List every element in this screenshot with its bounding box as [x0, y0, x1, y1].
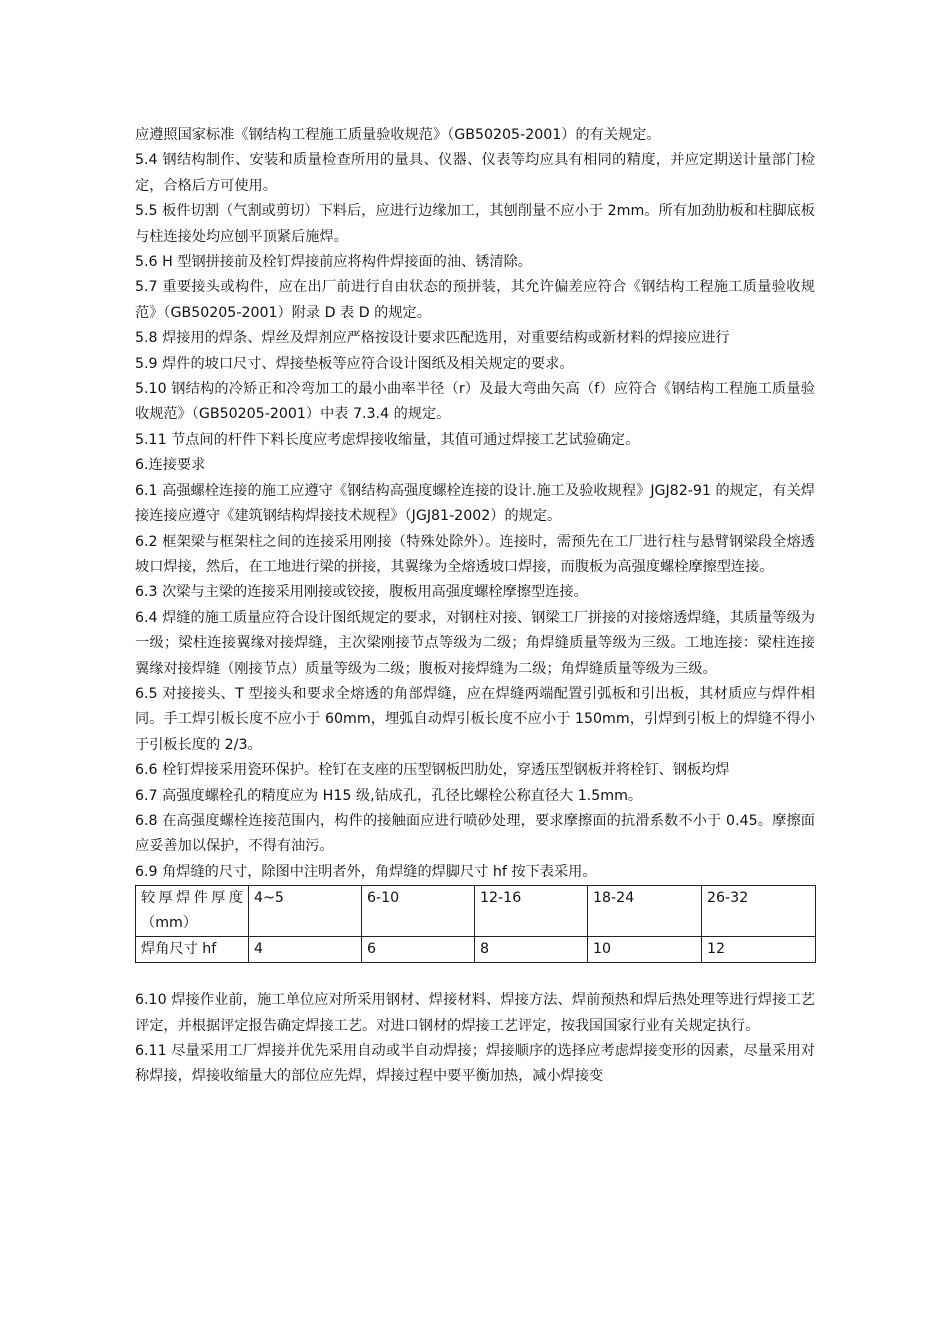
paragraphs-after-table — [135, 988, 815, 1090]
table-cell: 18-24 — [588, 886, 702, 937]
table-header-cell: 焊角尺寸 hf — [136, 937, 249, 963]
table-header-cell: 较厚焊件厚度（mm） — [136, 886, 249, 937]
table-cell: 6 — [362, 937, 475, 963]
table-cell: 8 — [475, 937, 588, 963]
paragraph: 6.6 栓钉焊接采用瓷环保护。栓钉在支座的压型钢板凹肋处，穿透压型钢板并将栓钉、钢板均焊 — [135, 762, 730, 779]
paragraph: 6.11 尽量采用工厂焊接并优先采用自动或半自动焊接；焊接顺序的选择应考虑焊接变形的因素，尽量采用对称焊接，焊接收缩量大的部位应先焊，焊接过程中要平衡加热，减小焊接变 — [135, 1043, 815, 1085]
blank-line — [135, 963, 815, 988]
paragraph: 6.10 焊接作业前，施工单位应对所采用钢材、焊接材料、焊接方法、焊前预热和焊后热处理等进行焊接工艺评定，并根据评定报告确定焊接工艺。对进口钢材的焊接工艺评定，按我国国家行业有关规定执行。 — [135, 992, 815, 1034]
table-cell: 4~5 — [249, 886, 362, 937]
table-row — [136, 886, 816, 937]
paragraph: 6.8 在高强度螺栓连接范围内，构件的接触面应进行喷砂处理，要求摩擦面的抗滑系数不小于 0.45。摩擦面应妥善加以保护，不得有油污。 — [135, 812, 815, 855]
paragraph: 应遵照国家标准《钢结构工程施工质量验收规范》（GB50205-2001）的有关规定。 — [135, 127, 661, 143]
paragraphs-before-table — [135, 123, 815, 885]
paragraph: 6.2 框架梁与框架柱之间的连接采用刚接（特殊处除外）。连接时，需预先在工厂进行柱与悬臂钢梁段全熔透坡口焊接，然后，在工地进行梁的拼接，其翼缘为全熔透坡口焊接，而腹板为高强度螺栓摩擦型连接。 — [135, 533, 815, 575]
paragraph: 5.5 板件切割（气割或剪切）下料后，应进行边缘加工，其刨削量不应小于 2mm。所有加劲肋板和柱脚底板与柱连接处均应刨平顶紧后施焊。 — [135, 203, 815, 245]
paragraph: 6.5 对接接头、T 型接头和要求全熔透的角部焊缝，应在焊缝两端配置引弧板和引出板，其材质应与焊件相同。手工焊引板长度不应小于 60mm，埋弧自动焊引板长度不应小于 150mm，引焊到引板上的焊缝不得小于引板长度的 2/3。 — [135, 685, 815, 753]
paragraph: 6.7 高强度螺栓孔的精度应为 H15 级,钻成孔，孔径比螺栓公称直径大 1.5mm。 — [135, 787, 643, 804]
paragraph: 6.4 焊缝的施工质量应符合设计图纸规定的要求，对钢柱对接、钢梁工厂拼接的对接熔透焊缝，其质量等级为一级；梁柱连接翼缘对接焊缝，主次梁刚接节点等级为二级；角焊缝质量等级为三级。工地连接：梁柱连接翼缘对接焊缝（刚接节点）质量等级为二级；腹板对接焊缝为二级；角焊缝质量等级为三级。 — [135, 609, 815, 677]
paragraph: 5.10 钢结构的冷矫正和冷弯加工的最小曲率半径（r）及最大弯曲矢高（f）应符合《钢结构工程施工质量验收规范》（GB50205-2001）中表 7.3.4 的规定。 — [135, 381, 815, 423]
paragraph: 5.9 焊件的坡口尺寸、焊接垫板等应符合设计图纸及相关规定的要求。 — [135, 355, 574, 372]
table-cell: 12-16 — [475, 886, 588, 937]
table-cell: 12 — [702, 937, 816, 963]
paragraph: 5.8 焊接用的焊条、焊丝及焊剂应严格按设计要求匹配选用，对重要结构或新材料的焊接应进行 — [135, 330, 730, 347]
paragraph: 6.9 角焊缝的尺寸，除图中注明者外，角焊缝的焊脚尺寸 hf 按下表采用。 — [135, 863, 597, 880]
paragraph: 6.1 高强螺栓连接的施工应遵守《钢结构高强度螺栓连接的设计.施工及验收规程》JGJ82-91 的规定，有关焊接连接应遵守《建筑钢结构焊接技术规程》（JGJ81-2002）的规定。 — [135, 482, 815, 525]
document-page — [135, 123, 815, 1090]
paragraph: 5.11 节点间的杆件下料长度应考虑焊接收缩量，其值可通过焊接工艺试验确定。 — [135, 431, 640, 448]
table-cell: 4 — [249, 937, 362, 963]
table-row — [136, 937, 816, 963]
weld-size-table — [135, 885, 816, 963]
paragraph: 5.7 重要接头或构件，应在出厂前进行自由状态的预拼装，其允许偏差应符合《钢结构工程施工质量验收规范》（GB50205-2001）附录 D 表 D 的规定。 — [135, 279, 815, 321]
table-cell: 10 — [588, 937, 702, 963]
paragraph: 5.6 H 型钢拼接前及栓钉焊接前应将构件焊接面的油、锈清除。 — [135, 254, 532, 271]
paragraph: 5.4 钢结构制作、安装和质量检查所用的量具、仪器、仪表等均应具有相同的精度，并应定期送计量部门检定，合格后方可使用。 — [135, 152, 815, 194]
table-cell: 6-10 — [362, 886, 475, 937]
table-cell: 26-32 — [702, 886, 816, 937]
paragraph: 6.3 次梁与主梁的连接采用刚接或铰接，腹板用高强度螺栓摩擦型连接。 — [135, 584, 588, 601]
section-heading: 6.连接要求 — [135, 457, 206, 474]
